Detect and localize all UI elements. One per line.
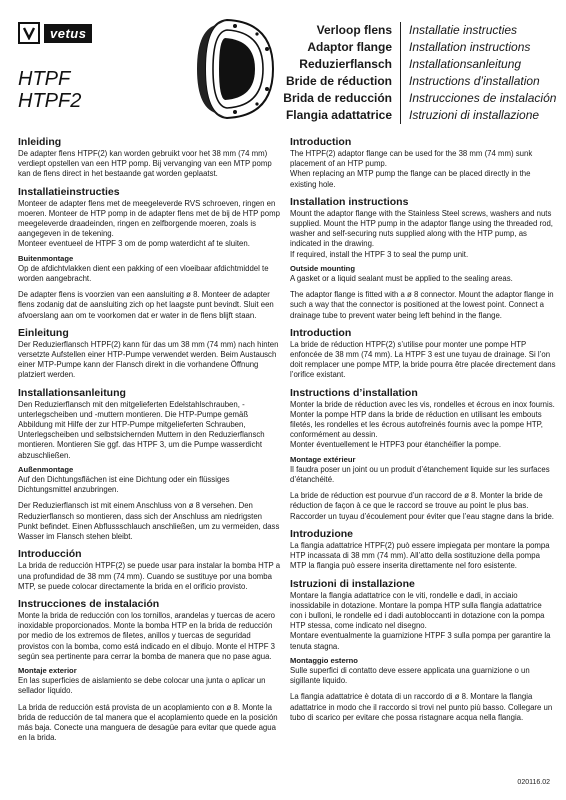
text-fr-install-2: Monter éventuellement le HTPF3 pour étanchéifier la pompe.	[290, 440, 502, 450]
text-nl-intro: De adapter flens HTPF(2) kan worden gebruikt voor het 38 mm (74 mm) verdiept opstellen van een HTP pomp. Bij vervanging van een MTP pomp kan de flens direct in het bestaande gat worden geplaatst.	[18, 149, 272, 179]
title-fr: Bride de réduction	[285, 74, 392, 88]
section-en	[290, 136, 556, 321]
logo-mark-icon	[18, 22, 40, 44]
text-es-connector: La brida de reducción está provista de un acoplamiento con ø 8. Monte la brida de reducción de tal manera que el acoplamiento quede en la posición más baja. Conecte una manguera de desagüe para evitar que quede agua en la brida.	[18, 702, 278, 743]
heading-it-intro: Introduzione	[290, 527, 353, 540]
heading-nl-outside: Buitenmontage	[18, 253, 74, 263]
text-de-intro: Der Reduzierflansch HTPF(2) kann für das um 38 mm (74 mm) nach hinten versetzte Aufstellen einer HTP-Pumpe verwendet werden. Beim Austausch einer MTP-Pumpe kann der Flansch direkt in die vorhandene Öffnung platziert werden.	[18, 339, 279, 380]
title-en: Adaptor flange	[307, 40, 392, 54]
text-en-install-2: If required, install the HTPF 3 to seal the pump unit.	[290, 249, 469, 259]
heading-en-intro: Introduction	[290, 136, 352, 148]
text-fr-intro: La bride de réduction HTPF(2) s’utilise pour monter une pompe HTP enfoncée de 38 mm (74 mm). La HTPF 3 est une tuyau de drainage. Si l’on doit remplacer une pompe MTP, la bride pourra être placée directement dans l’orifice existant.	[290, 339, 556, 380]
subtitle-fr: Instructions d’installation	[409, 74, 540, 88]
heading-es-intro: Introducción	[18, 548, 82, 561]
heading-de-outside: Außenmontage	[18, 464, 74, 474]
title-it: Flangia adattatrice	[285, 108, 392, 122]
text-es-install: Monte la brida de reducción con los tornillos, arandelas y tuercas de acero inoxidable proporcionados. Monte la bomba HTP en la brida de reducción por medio de los extremos de filetes, anillos y tuercas de seguridad provistos con la bomba, como está indicado en el dibujo. Monte el HTPF 3 según sea pertinente para cerrar la bomba de manera que no pase agua.	[18, 610, 276, 661]
text-nl-install: Monteer de adapter flens met de meegeleverde RVS schroeven, ringen en moeren. Monteer de HTP pomp in de adapter flens met de bij de HTP pomp meegeleverde draadeinden, ringen en zelfborgende moeren, zoals is aangegeven in de tekening.	[18, 198, 280, 239]
title-nl: Verloop flens	[316, 23, 392, 37]
text-nl-install-2: Monteer eventueel de HTPF 3 om de pomp waterdicht af te sluiten.	[18, 239, 250, 249]
text-en-install: Mount the adaptor flange with the Stainless Steel screws, washers and nuts supplied. Mount the HTP pump in the adaptor flange using the threaded rod, washer and self-securing nuts supplied along with the HTP pump, as indicated in the drawing.	[290, 208, 553, 249]
heading-it-outside: Montaggio esterno	[290, 655, 358, 665]
text-it-install: Montare la flangia adattatrice con le viti, rondelle e dadi, in acciaio inossidabile in dotazione. Montare la pompa HTP sulla flangia adattatrice con i bulloni, le rondelle ed i dadi autobloccanti in dotazione con la pompa HTP stessa, come indicato nel disegno.	[290, 590, 545, 631]
text-fr-install: Monter la bride de réduction avec les vis, rondelles et écrous en inox fournis. Monter la pompe HTP dans la bride de réduction en utilisant les embouts filetés, les rondelles et les écrous autofreinés fournis avec la pompe HTP, conformément au dessin.	[290, 399, 555, 440]
product-names	[270, 22, 400, 124]
model-htpf2: HTPF2	[18, 90, 82, 112]
document-titles	[270, 22, 560, 124]
document-code: 020116.02	[517, 779, 550, 786]
text-es-outside: En las superficies de aislamiento se debe colocar una junta o aplicar un sellador líquido.	[18, 676, 266, 696]
text-es-intro: La brida de reducción HTPF(2) se puede usar para instalar la bomba HTP a una profundidad de 38 mm (74 mm). Cuando se sustituye por una bomba MTP, se puede colocar directamente la brida en el orificio provisto.	[18, 561, 281, 591]
section-es	[18, 548, 284, 743]
section-fr	[290, 327, 556, 522]
text-en-outside: A gasket or a liquid sealant must be applied to the sealing areas.	[290, 274, 513, 284]
text-de-outside: Auf den Dichtungsflächen ist eine Dichtung oder ein flüssiges Dichtungsmittel anzubringen.	[18, 475, 230, 495]
heading-en-install: Installation instructions	[290, 195, 409, 208]
heading-fr-install: Instructions d’installation	[290, 386, 418, 399]
title-es: Brida de reducción	[283, 91, 392, 105]
subtitle-it: Istruzioni di installazione	[409, 108, 540, 122]
vetus-logo	[18, 22, 92, 44]
text-de-install: Den Reduzierflansch mit den mitgelieferten Edelstahlschrauben, -unterlegscheiben und -muttern montieren. Die HTP-Pumpe gemäß Abbildung mit Hilfe der zur HTP-Pumpe mitgelieferten Schrauben, Unterlegscheiben und selbstsichernden Muttern in den Reduzierflansch montieren. Montieren Sie ggf. das HTPF 3, um die Pumpe wasserdicht abzuschließen.	[18, 399, 265, 460]
text-nl-outside: Op de afdichtvlakken dient een pakking of een vloeibaar afdichtmiddel te worden aangebracht.	[18, 263, 269, 284]
subtitle-nl: Installatie instructies	[409, 23, 518, 37]
right-column	[290, 136, 556, 723]
heading-de-install: Installationsanleitung	[18, 386, 126, 399]
section-de	[18, 327, 284, 542]
flange-illustration	[175, 14, 280, 129]
heading-nl-intro: Inleiding	[18, 136, 62, 148]
heading-fr-outside: Montage extérieur	[290, 454, 356, 464]
subtitle-es: Instrucciones de instalación	[409, 91, 557, 105]
text-de-connector: Der Reduzierflansch ist mit einem Anschluss von ø 8 versehen. Den Reduzierflansch so montieren, dass sich der Anschluss am niedrigsten Punkt befindet. Einen Abflussschlauch anschließen, um zu vermeiden, dass Wasser im Flansch stehen bleibt.	[18, 501, 280, 542]
heading-fr-intro: Introduction	[290, 326, 352, 339]
instruction-titles	[400, 22, 556, 124]
section-nl	[18, 136, 284, 321]
heading-nl-install: Installatieinstructies	[18, 185, 120, 198]
model-names	[18, 68, 81, 112]
text-en-intro-2: When replacing an MTP pump the flange can be placed directly in the existing hole.	[290, 169, 531, 189]
text-it-intro: La flangia adattatrice HTPF(2) può essere impiegata per montare la pompa HTP incassata di 38 mm (74 mm). All’atto della sostituzione della pompa MTP la flangia può essere inserita direttamente nel foro esistente.	[290, 540, 550, 571]
subtitle-en: Installation instructions	[409, 40, 531, 54]
heading-en-outside: Outside mounting	[290, 263, 355, 273]
heading-it-install: Istruzioni di installazione	[290, 577, 415, 590]
section-it	[290, 528, 556, 723]
heading-es-install: Instrucciones de instalación	[18, 597, 160, 610]
text-fr-connector: La bride de réduction est pourvue d’un raccord de ø 8. Monter la bride de réduction de façon à ce que le raccord se trouve au point le plus bas. Raccorder un tuyau d’écoulement pour éviter que l’eau stagne dans la bride.	[290, 491, 554, 521]
text-it-install-2: Montare eventualmente la guarnizione HTPF 3 sulla pompa per garantire la tenuta stagna.	[290, 631, 551, 651]
model-htpf: HTPF	[18, 68, 71, 90]
left-column	[18, 136, 284, 743]
text-fr-outside: Il faudra poser un joint ou un produit d’étanchement liquide sur les surfaces d’étanchéité.	[290, 464, 550, 485]
text-it-connector: La flangia adattatrice è dotata di un raccordo di ø 8. Montare la flangia adattatrice in modo che il raccordo si trovi nel punto più basso. Collegare un tubo di scarico per evitare che possa ristagnare acqua nella flangia.	[290, 692, 553, 722]
text-nl-connector: De adapter flens is voorzien van een aansluiting ø 8. Monteer de adapter flens zodanig dat de aansluiting zich op het laagste punt bevindt. Sluit een afvoerslang aan om te voorkomen dat er water in de flens blijft staan.	[18, 290, 274, 320]
logo-wordmark: vetus	[44, 24, 92, 43]
subtitle-de: Installationsanleitung	[409, 57, 522, 71]
title-de: Reduzierflansch	[299, 57, 392, 71]
heading-es-outside: Montaje exterior	[18, 665, 77, 675]
text-en-intro: The HTPF(2) adaptor flange can be used for the 38 mm (74 mm) sunk placement of an HTP pump.	[290, 149, 533, 169]
text-en-connector: The adaptor flange is fitted with a ø 8 connector. Mount the adaptor flange in such a way that the connector is positioned at the lowest point. Connect a drainage tube to prevent water being left behind in the flange.	[290, 290, 554, 320]
text-it-outside: Sulle superfici di contatto deve essere applicata una guarnizione o un sigillante liquido.	[290, 665, 530, 686]
heading-de-intro: Einleitung	[18, 326, 69, 339]
